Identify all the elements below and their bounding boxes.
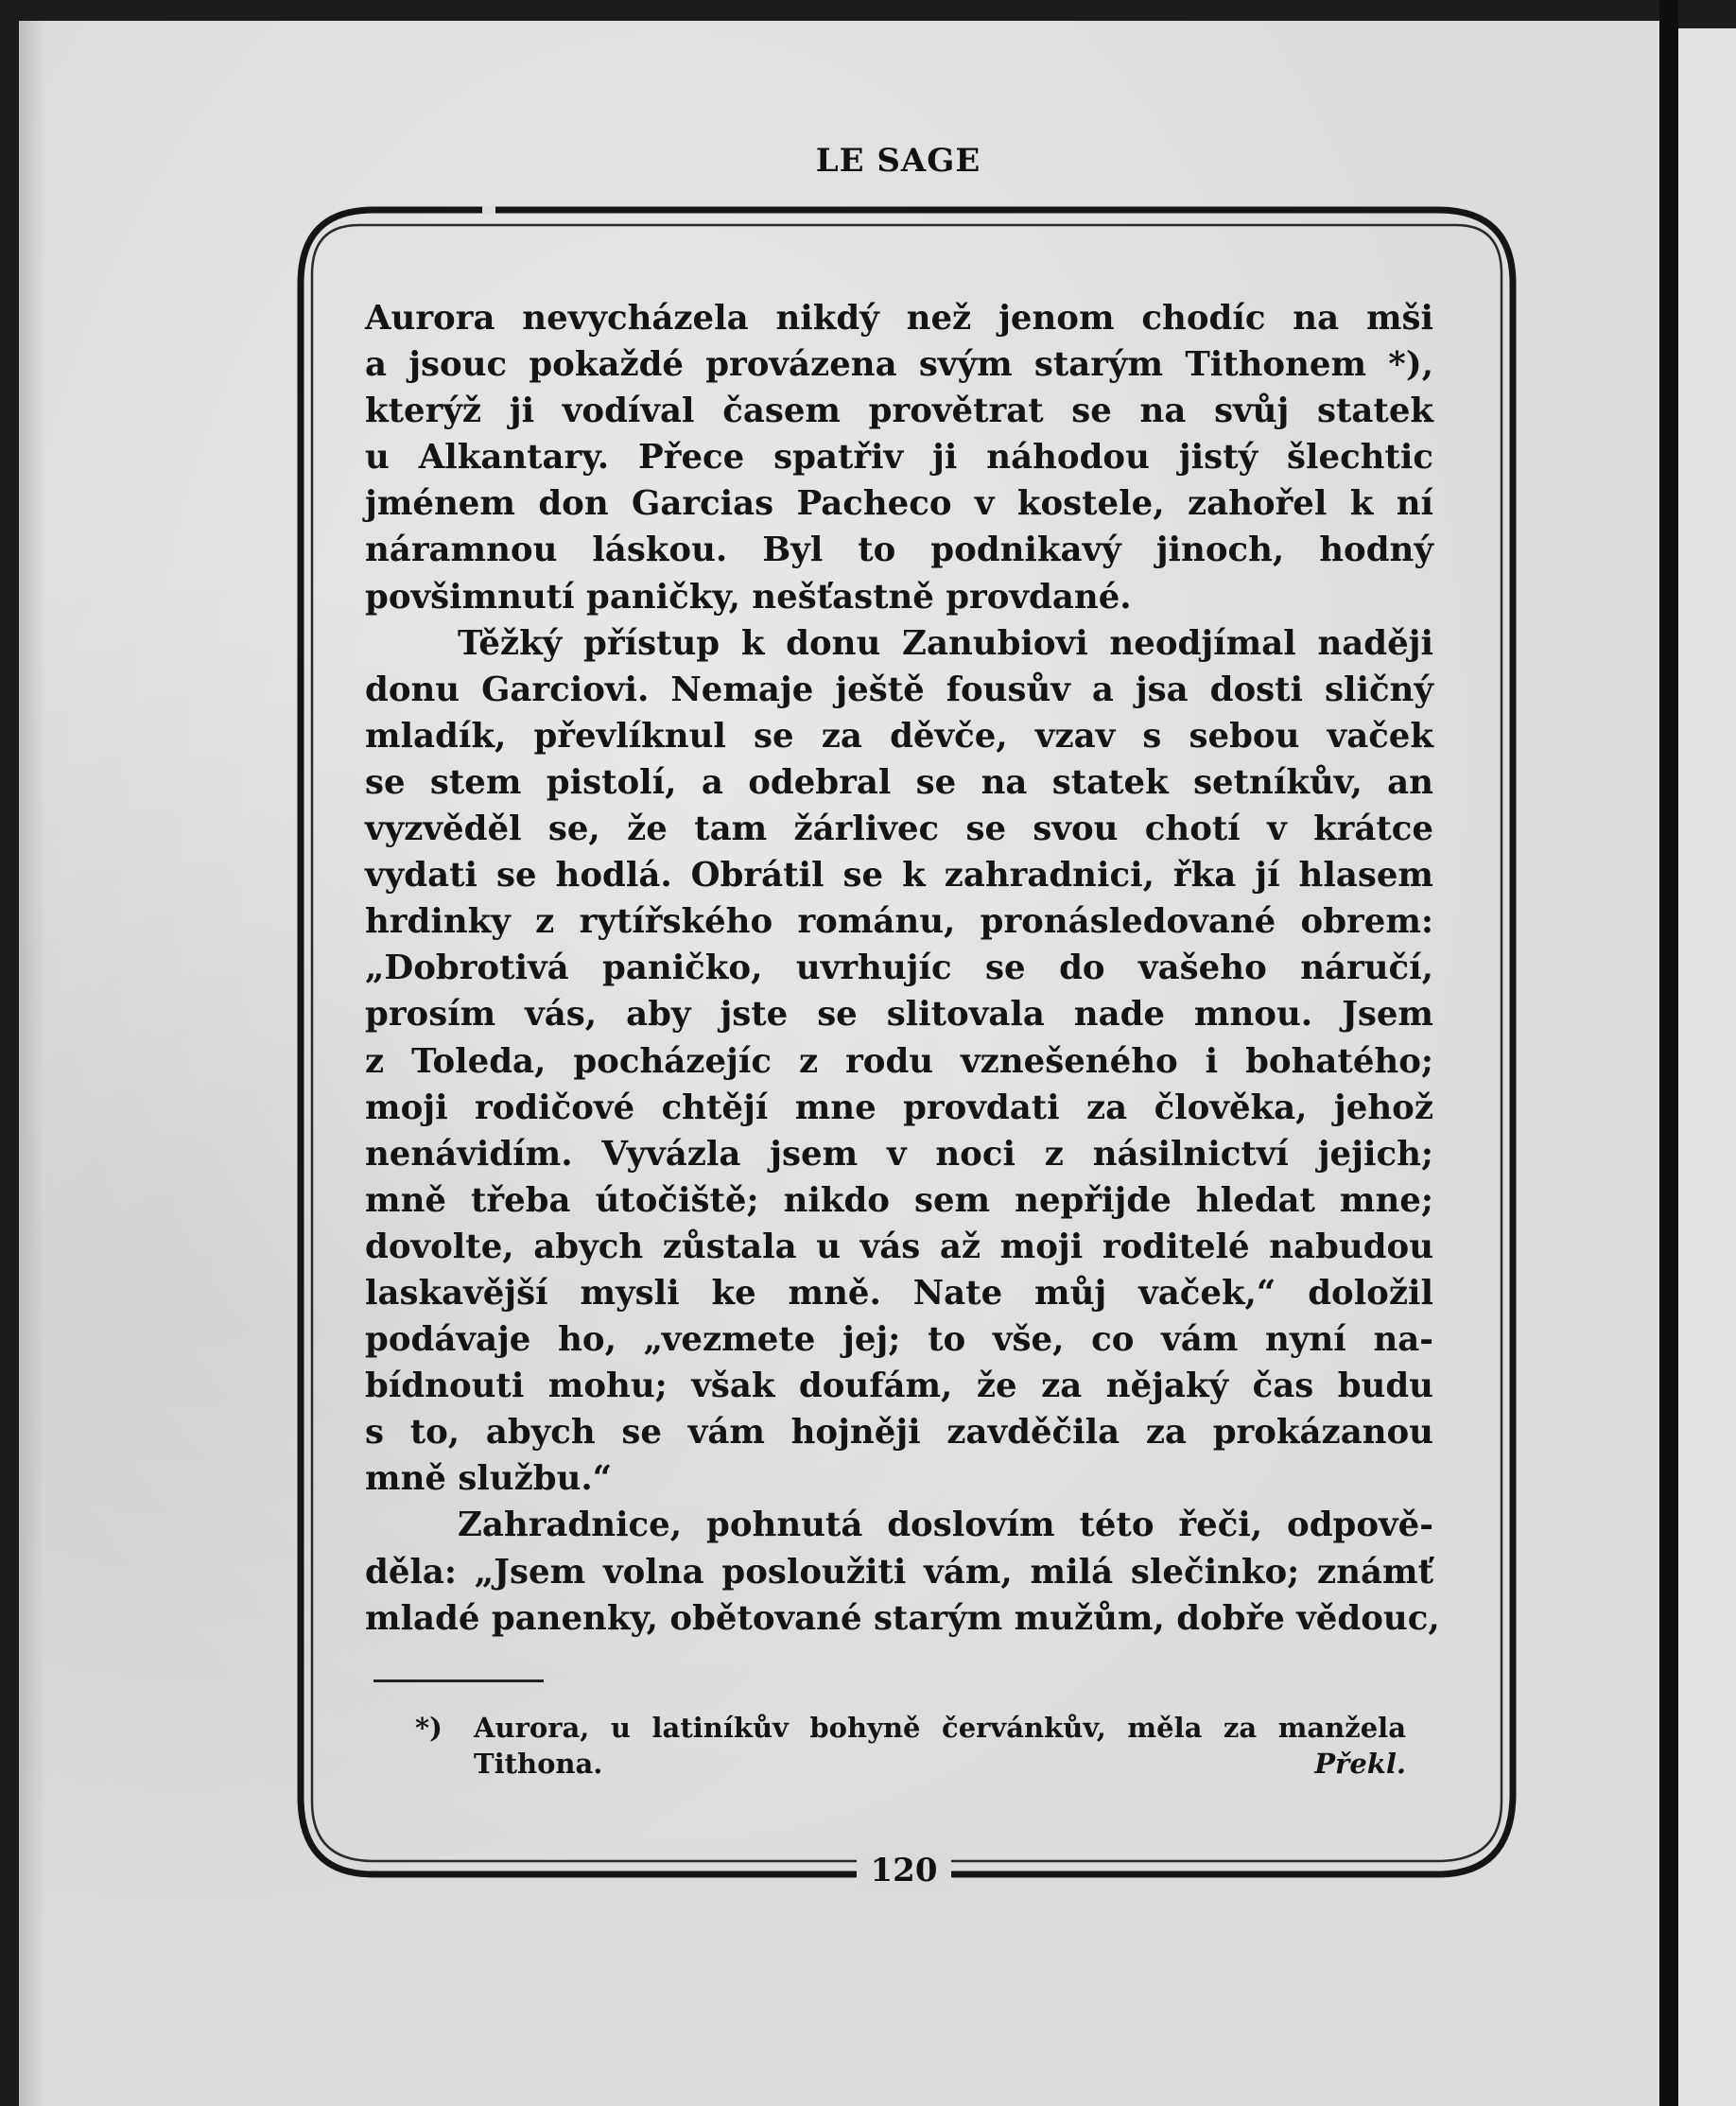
- footnote-line-1: Aurora, u latiníkův bohyně červánkův, měla za manžela: [474, 1712, 1406, 1744]
- text-line: vydati se hodlá. Obrátil se k zahradnici, řka jí hlasem: [365, 856, 1433, 896]
- text-line: Těžký přístup k donu Zanubiovi neodjímal naději: [458, 623, 1433, 663]
- translator-signature: Překl.: [1314, 1748, 1406, 1780]
- text-line: s to, abych se vám hojněji zavděčila za prokázanou: [365, 1413, 1433, 1453]
- text-line: kterýž ji vodíval časem provětrat se na svůj statek: [365, 392, 1433, 431]
- text-line: Aurora nevycházela nikdý než jenom chodíc na mši: [365, 299, 1433, 338]
- text-line: jménem don Garcias Pacheco v kostele, zahořel k ní: [365, 484, 1433, 524]
- text-line: bídnouti mohu; však doufám, že za nějaký čas budu: [365, 1366, 1433, 1406]
- paragraph: [365, 295, 1433, 620]
- text-line: prosím vás, aby jste se slitovala nade mnou. Jsem: [365, 995, 1433, 1035]
- paragraph: [365, 620, 1433, 1503]
- text-line: děla: „Jsem volna posloužiti vám, milá slečinko; známť: [365, 1552, 1433, 1592]
- paragraph: [365, 1502, 1440, 1641]
- text-line: z Toleda, pocházejíc z rodu vznešeného i bohatého;: [365, 1041, 1433, 1081]
- footnote-mark: *): [415, 1712, 443, 1744]
- footnote: [415, 1710, 1406, 1782]
- text-line: donu Garciovi. Nemaje ještě fousův a jsa dosti sličný: [365, 670, 1433, 709]
- footnote-line-2: [419, 1746, 1406, 1782]
- text-line: u Alkantary. Přece spatřiv ji náhodou jistý šlechtic: [365, 438, 1433, 478]
- text-line: moji rodičové chtějí mne provdati za člověka, jehož: [365, 1088, 1433, 1127]
- text-line: Zahradnice, pohnutá doslovím této řeči, odpově-: [458, 1506, 1433, 1545]
- text-line: a jsouc pokaždé provázena svým starým Tithonem *),: [365, 345, 1433, 385]
- text-line: mně službu.“: [365, 1459, 613, 1499]
- footnote-line-2-text: Tithona.: [474, 1748, 603, 1780]
- text-line: dovolte, abych zůstala u vás až moji roditelé nabudou: [365, 1227, 1433, 1266]
- text-line: mně třeba útočiště; nikdo sem nepřijde hledat mne;: [365, 1180, 1433, 1220]
- text-line: povšimnutí paničky, nešťastně provdané.: [365, 577, 1132, 617]
- text-line: mladé panenky, obětované starým mužům, dobře vědouc,: [365, 1598, 1440, 1638]
- body-text: [365, 295, 1440, 1642]
- text-line: hrdinky z rytířského románu, pronásledované obrem:: [365, 902, 1433, 942]
- text-line: „Dobrotivá paničko, uvrhujíc se do vašeho náručí,: [365, 949, 1433, 988]
- text-line: podávaje ho, „vezmete jej; to vše, co vám nyní na-: [365, 1320, 1433, 1360]
- text-line: nenávidím. Vyvázla jsem v noci z násilnictví jejich;: [365, 1134, 1433, 1174]
- footnote-rule: [373, 1680, 544, 1682]
- text-line: mladík, převlíknul se za děvče, vzav s sebou vaček: [365, 716, 1433, 756]
- text-line: laskavější mysli ke mně. Nate můj vaček,“ doložil: [365, 1273, 1433, 1313]
- running-head: LE SAGE: [815, 142, 981, 180]
- text-line: se stem pistolí, a odebral se na statek setníkův, an: [365, 762, 1433, 802]
- page-number: 120: [857, 1852, 951, 1889]
- text-line: náramnou láskou. Byl to podnikavý jinoch, hodný: [365, 531, 1433, 570]
- text-line: vyzvěděl se, že tam žárlivec se svou chotí v krátce: [365, 809, 1433, 849]
